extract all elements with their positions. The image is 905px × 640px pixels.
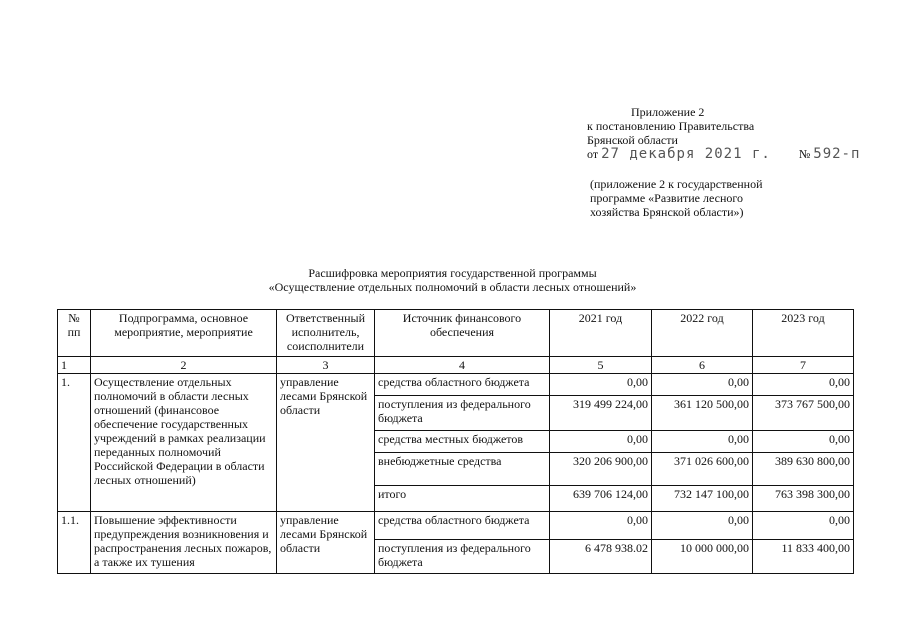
note-line: (приложение 2 к государственной [590, 177, 763, 191]
value-2023: 0,00 [753, 512, 854, 540]
title-line: «Осуществление отдельных полномочий в области лесных отношений» [268, 280, 637, 294]
title-line: Расшифровка мероприятия государственной программы [308, 266, 597, 280]
source-name: средства областного бюджета [375, 512, 550, 540]
row-number: 1. [58, 374, 91, 512]
col-number: 3 [277, 357, 375, 374]
source-name: внебюджетные средства [375, 453, 550, 486]
col-number: 2 [91, 357, 277, 374]
appendix-block [587, 105, 887, 161]
appendix-line: Брянской области [587, 133, 678, 147]
col-number: 1 [58, 357, 91, 374]
source-name: средства областного бюджета [375, 374, 550, 396]
value-2021: 0,00 [550, 374, 652, 396]
column-number-row [58, 357, 854, 374]
header-2023: 2023 год [753, 310, 854, 357]
value-2022: 0,00 [652, 374, 753, 396]
row-number: 1.1. [58, 512, 91, 574]
appendix-line: к постановлению Правительства [587, 119, 755, 133]
date-prefix: от [587, 147, 599, 161]
value-2021: 0,00 [550, 431, 652, 453]
header-2022: 2022 год [652, 310, 753, 357]
row-executor: управление лесами Брянской области [277, 374, 375, 512]
source-name: средства местных бюджетов [375, 431, 550, 453]
decree-date-line [587, 147, 887, 161]
header-num: № пп [58, 310, 91, 357]
table-row [58, 374, 854, 396]
row-program: Повышение эффективности предупреждения возникновения и распространения лесных пожаров, а также их тушения [91, 512, 277, 574]
decree-date: 27 декабря 2021 г. [601, 146, 771, 162]
col-number: 5 [550, 357, 652, 374]
number-prefix: № [798, 147, 811, 161]
source-name: поступления из федерального бюджета [375, 540, 550, 574]
document-title [0, 266, 905, 294]
decree-number: 592-п [813, 146, 861, 162]
finance-table [57, 309, 854, 574]
value-2021: 0,00 [550, 512, 652, 540]
header-row [58, 310, 854, 357]
value-2022: 371 026 600,00 [652, 453, 753, 486]
col-number: 7 [753, 357, 854, 374]
source-name: итого [375, 486, 550, 512]
value-2022: 0,00 [652, 512, 753, 540]
value-2023: 0,00 [753, 431, 854, 453]
value-2022: 361 120 500,00 [652, 396, 753, 431]
table-row [58, 512, 854, 540]
note-line: хозяйства Брянской области») [590, 205, 744, 219]
value-2023: 0,00 [753, 374, 854, 396]
col-number: 4 [375, 357, 550, 374]
appendix-title: Приложение 2 [631, 105, 705, 119]
note-block [590, 177, 870, 219]
value-2023: 763 398 300,00 [753, 486, 854, 512]
header-source: Источник финансового обеспечения [375, 310, 550, 357]
source-name: поступления из федерального бюджета [375, 396, 550, 431]
col-number: 6 [652, 357, 753, 374]
value-2021: 319 499 224,00 [550, 396, 652, 431]
value-2023: 11 833 400,00 [753, 540, 854, 574]
value-2021: 320 206 900,00 [550, 453, 652, 486]
header-program: Подпрограмма, основное мероприятие, мероприятие [91, 310, 277, 357]
value-2021: 639 706 124,00 [550, 486, 652, 512]
row-program: Осуществление отдельных полномочий в области лесных отношений (финансовое обеспечение государственных учреждений в рамках реализации переданных полномочий Российской Федерации в области лесных отношений) [91, 374, 277, 512]
value-2022: 0,00 [652, 431, 753, 453]
note-line: программе «Развитие лесного [590, 191, 743, 205]
value-2022: 732 147 100,00 [652, 486, 753, 512]
value-2023: 373 767 500,00 [753, 396, 854, 431]
value-2023: 389 630 800,00 [753, 453, 854, 486]
header-2021: 2021 год [550, 310, 652, 357]
row-executor: управление лесами Брянской области [277, 512, 375, 574]
value-2021: 6 478 938.02 [550, 540, 652, 574]
value-2022: 10 000 000,00 [652, 540, 753, 574]
header-executor: Ответственный исполнитель, соисполнители [277, 310, 375, 357]
